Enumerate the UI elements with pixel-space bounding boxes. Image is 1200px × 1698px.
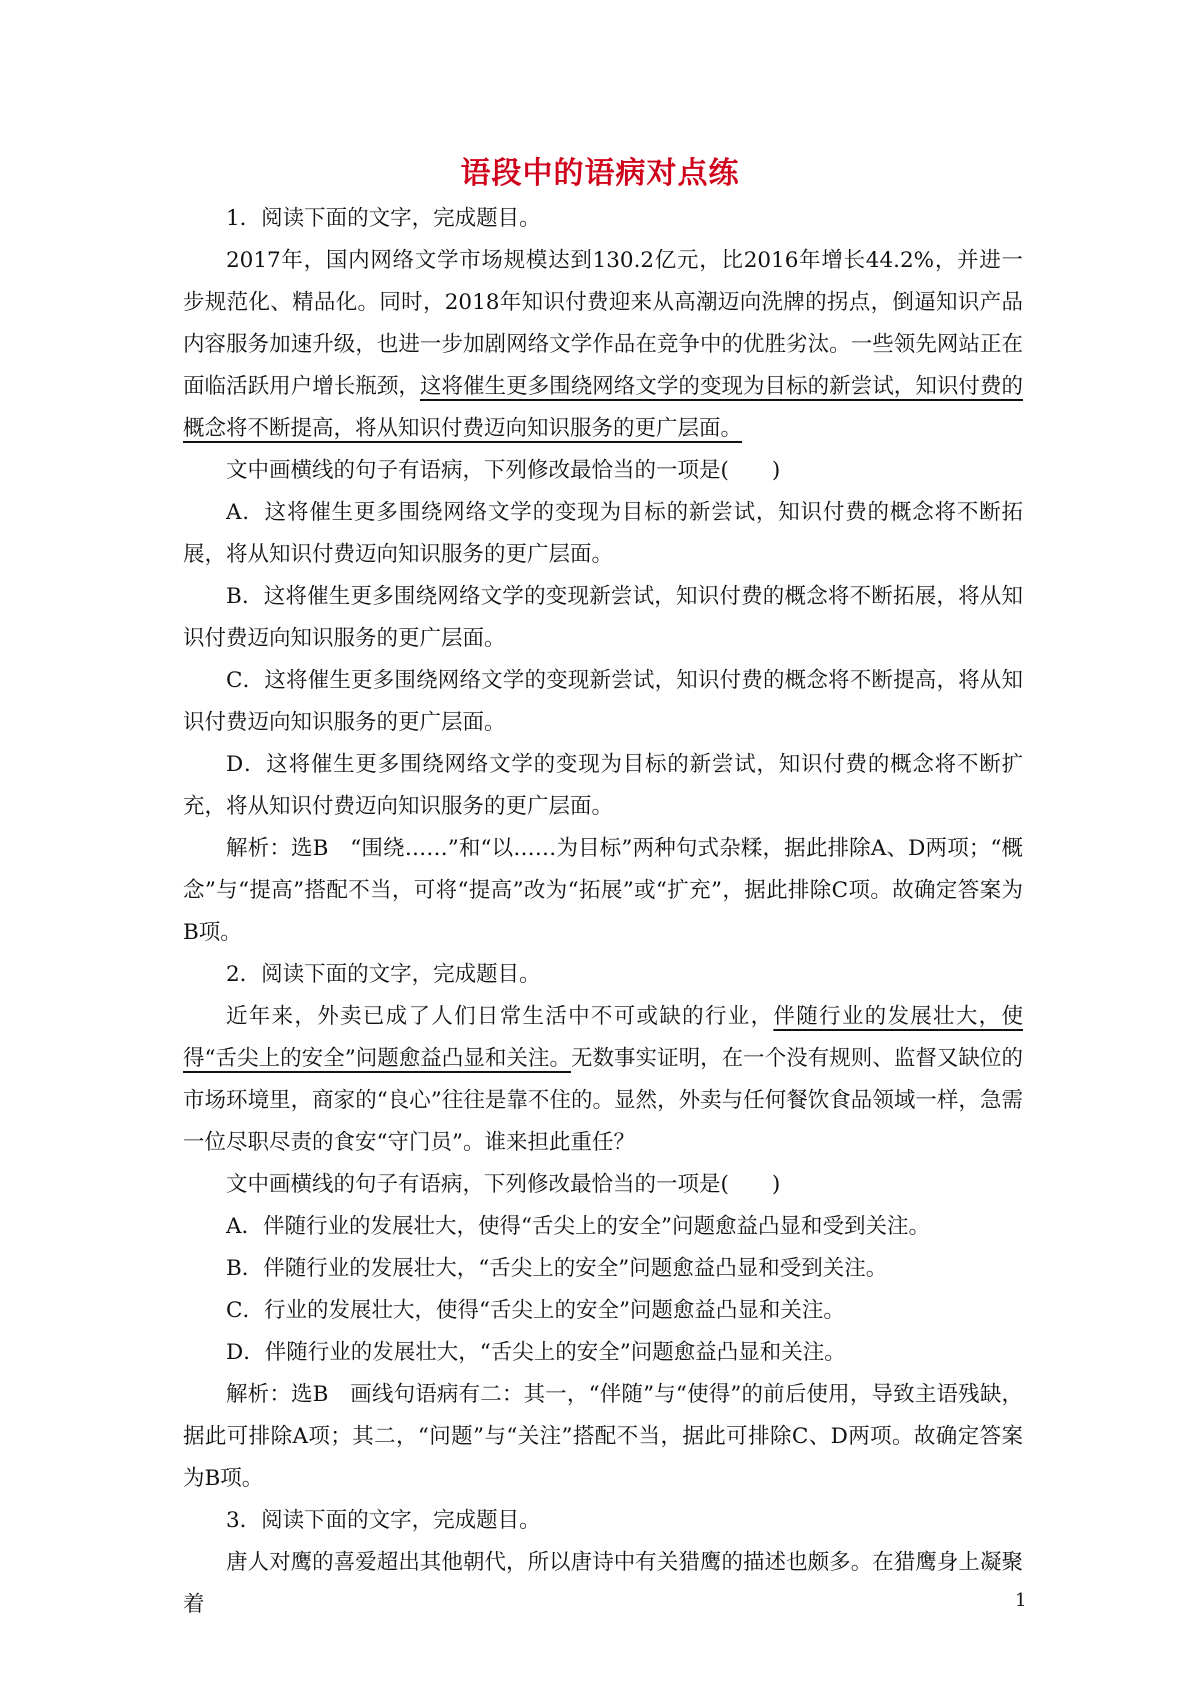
q1-heading: 1．阅读下面的文字，完成题目。 <box>226 206 541 231</box>
q1-option-b: B．这将催生更多围绕网络文学的变现新尝试，知识付费的概念将不断拓展，将从知识付费迈向知识服务的更广层面。 <box>183 584 1023 651</box>
q2-passage-text: 近年来，外卖已成了人们日常生活中不可或缺的行业， <box>226 1004 774 1029</box>
q3-passage: 唐人对鹰的喜爱超出其他朝代，所以唐诗中有关猎鹰的描述也颇多。在猎鹰身上凝聚着 <box>183 1550 1023 1617</box>
document-body <box>183 198 1023 1626</box>
q2-option-b: B．伴随行业的发展壮大，“舌尖上的安全”问题愈益凸显和受到关注。 <box>226 1256 888 1281</box>
q2-analysis: 解析：选B 画线句语病有二：其一，“伴随”与“使得”的前后使用，导致主语残缺，据此可排除A项；其二，“问题”与“关注”搭配不当，据此可排除C、D两项。故确定答案为B项。 <box>183 1382 1023 1491</box>
q2-question: 文中画横线的句子有语病，下列修改最恰当的一项是( ) <box>226 1172 781 1197</box>
q2-underlined-sentence: 伴随行业的发展壮大，使得“舌尖上的安全”问题愈益凸显和关注。 <box>183 1004 1023 1071</box>
q2-passage-rest: 无数事实证明，在一个没有规则、监督又缺位的市场环境里，商家的“良心”往往是靠不住的。显然，外卖与任何餐饮食品领域一样，急需一位尽职尽责的食安“守门员”。谁来担此重任？ <box>183 1046 1023 1155</box>
page-title: 语段中的语病对点练 <box>460 156 740 191</box>
q1-passage-text: 2017年，国内网络文学市场规模达到130.2亿元，比2016年增长44.2%，并进一步规范化、精品化。同时，2018年知识付费迎来从高潮迈向洗牌的拐点，倒逼知识产品内容服务加速升级，也进一步加剧网络文学作品在竞争中的优胜劣汰。一些领先网站正在面临活跃用户增长瓶颈， <box>183 248 1023 399</box>
q2-heading: 2．阅读下面的文字，完成题目。 <box>226 962 541 987</box>
q2-option-c: C．行业的发展壮大，使得“舌尖上的安全”问题愈益凸显和关注。 <box>226 1298 845 1323</box>
page-number: 1 <box>1015 1590 1027 1611</box>
q1-underlined-sentence: 这将催生更多围绕网络文学的变现为目标的新尝试，知识付费的概念将不断提高，将从知识付费迈向知识服务的更广层面。 <box>183 374 1023 441</box>
q3-heading: 3．阅读下面的文字，完成题目。 <box>226 1508 541 1533</box>
q1-question: 文中画横线的句子有语病，下列修改最恰当的一项是( ) <box>226 458 781 483</box>
q1-passage <box>183 240 1023 450</box>
q1-option-c: C．这将催生更多围绕网络文学的变现新尝试，知识付费的概念将不断提高，将从知识付费迈向知识服务的更广层面。 <box>183 668 1023 735</box>
q1-analysis: 解析：选B “围绕……”和“以……为目标”两种句式杂糅，据此排除A、D两项；“概念”与“提高”搭配不当，可将“提高”改为“拓展”或“扩充”，据此排除C项。故确定答案为B项。 <box>183 836 1023 945</box>
q1-option-a: A．这将催生更多围绕网络文学的变现为目标的新尝试，知识付费的概念将不断拓展，将从知识付费迈向知识服务的更广层面。 <box>183 500 1023 567</box>
q2-option-d: D．伴随行业的发展壮大，“舌尖上的安全”问题愈益凸显和关注。 <box>226 1340 846 1365</box>
q2-option-a: A．伴随行业的发展壮大，使得“舌尖上的安全”问题愈益凸显和受到关注。 <box>226 1214 931 1239</box>
q1-option-d: D．这将催生更多围绕网络文学的变现为目标的新尝试，知识付费的概念将不断扩充，将从知识付费迈向知识服务的更广层面。 <box>183 752 1023 819</box>
q2-passage <box>183 996 1023 1164</box>
